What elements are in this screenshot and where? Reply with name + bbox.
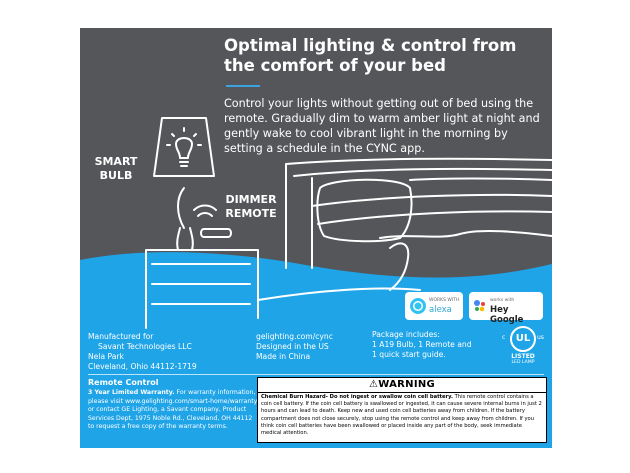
warning-text [261,394,544,437]
web-line: Designed in the US [256,342,329,351]
warning-body: This remote control contains a coin cell battery. If the coin cell battery is swallowed or ingested, it can cause severe internal burns in just 2 hours and can lead to death. Keep new and used coin cell batteries away from children. If the battery compartment does not close securely, stop using the remote control and keep away from children. If you think coin cell batteries have been swallowed or placed inside any part of the body, seek immediate medical attention. [261,394,542,437]
warranty-lead: 3 Year Limited Warranty. [88,389,175,396]
warranty-text [88,389,258,432]
ul-led-lamp: LED LAMP [511,360,535,365]
mfg-line: Cleveland, Ohio 44112-1719 [88,362,197,371]
dimmer-remote-callout [221,193,281,221]
smart-bulb-line1: SMART [94,155,138,168]
package-line: 1 quick start guide. [372,350,446,359]
alexa-works-with: WORKS WITH [429,298,460,303]
warning-title: ⚠WARNING [368,379,436,390]
ul-us: us [537,334,544,341]
manufacturer-info [88,332,248,372]
mfg-line: Manufactured for [88,332,154,341]
ul-c: c [502,334,506,341]
google-badge [469,292,543,325]
package-panel [80,28,552,448]
web-line: gelighting.com/cync [256,332,333,341]
warning-divider [258,392,546,393]
package-line: 1 A19 Bulb, 1 Remote and [372,340,472,349]
mfg-line: Nela Park [88,352,124,361]
google-assistant-icon [473,299,487,313]
divider [88,374,544,375]
warning-box [257,377,547,443]
warning-lead: Chemical Burn Hazard- Do not ingest or swallow coin cell battery. [261,394,453,400]
package-line: Package includes: [372,330,440,339]
warranty-body: For warranty information, please visit www.gelighting.com/smart-home/warranty or contact GE Lighting, a Savant company, Product Services Dept, 1975 Noble Rd., Cleveland, OH 44112 to request a free copy of the warranty terms. [88,389,258,431]
web-line: Made in China [256,352,311,361]
smart-bulb-line2: BULB [99,169,133,182]
ul-listed: LISTED [511,353,535,360]
mfg-line: Savant Technologies LLC [98,342,192,351]
accent-rule [226,85,260,87]
google-label: Hey Google [490,305,524,325]
alexa-badge [405,292,463,320]
headline: Optimal lighting & control from the comfort of your bed [224,36,517,75]
body-copy: Control your lights without getting out of bed using the remote. Gradually dim to warm amber light at night and gently wake to cool vibrant light in the morning by setting a schedule in the CYNC app. [224,97,540,155]
dimmer-remote-line1: DIMMER [225,193,277,206]
alexa-label: alexa [429,305,452,315]
ul-logo: UL [510,326,536,352]
alexa-icon [409,297,427,315]
google-works-with: works with [490,298,515,303]
dimmer-remote-line2: REMOTE [225,207,277,220]
smart-bulb-callout [86,155,146,183]
package-info [372,330,492,360]
ul-listed-mark [502,326,548,372]
web-info [256,332,376,362]
warranty-title: Remote Control [88,378,159,387]
